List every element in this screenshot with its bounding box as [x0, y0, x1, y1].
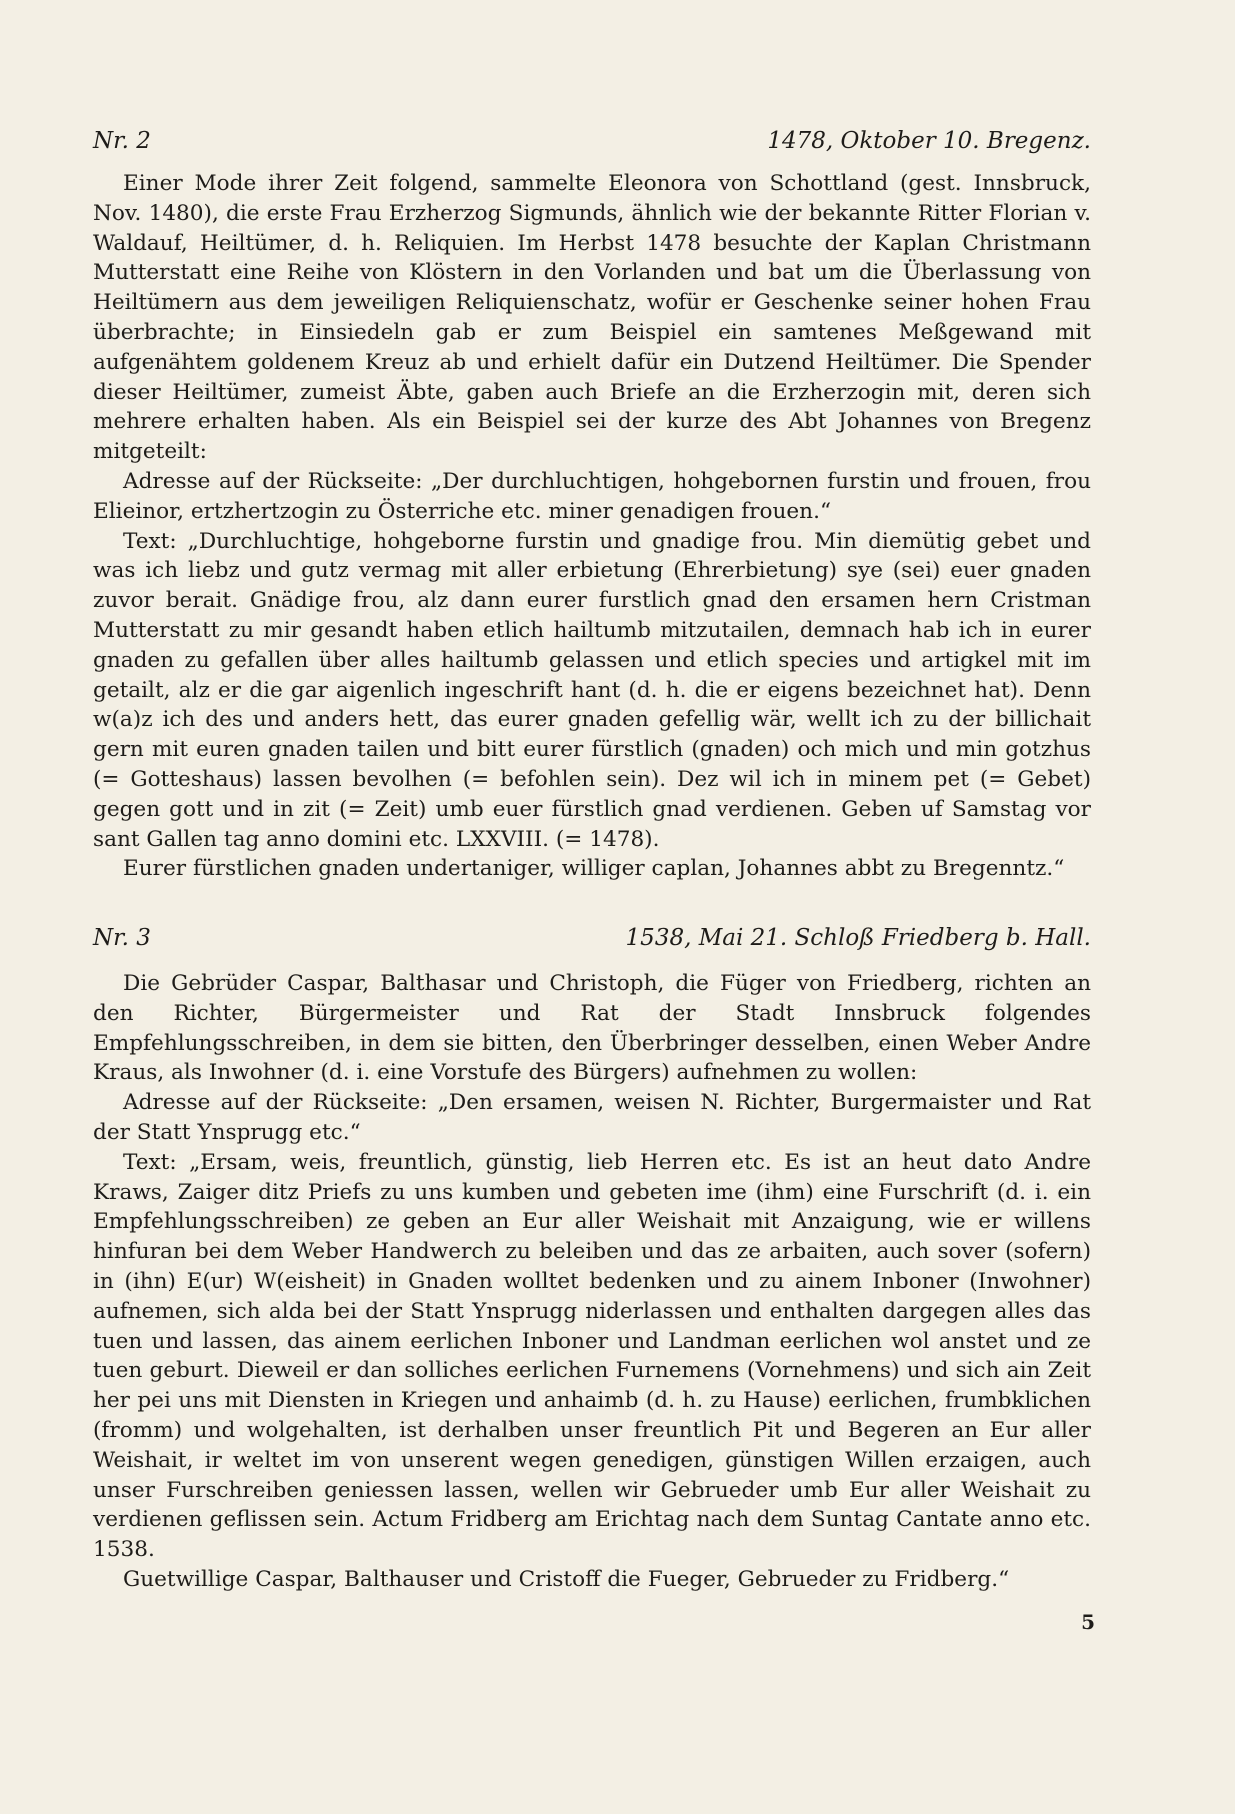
entry-header: [93, 925, 1091, 965]
entry-date-place: 1478, Oktober 10. Bregenz.: [767, 128, 1091, 154]
page-number: 5: [1081, 1610, 1095, 1634]
entry-body: [93, 969, 1091, 1595]
paragraph-text: Text: „Durchluchtige, hohgeborne furstin und gnadige frou. Min diemütig gebet und was ich liebz und gutz vermag mit aller erbietung (Ehrerbietung) sye (sei) euer gnaden zuvor berait. Gnädige frou, alz dann eurer furstlich gnad den ersamen hern Cristman Mutterstatt zu mir gesandt haben etlich hailtumb mitzutailen, demnach hab ich in eurer gnaden zu gefallen über alles hailtumb gelassen und etlich species und artigkel mit im getailt, alz er die gar aigenlich ingeschrift hant (d. h. die er eigens bezeichnet hat). Denn w(a)z ich des und anders hett, das eurer gnaden gefellig wär, wellt ich zu der billichait gern mit euren gnaden tailen und bitt eurer fürstlich (gnaden) och mich und min gotzhus (= Gotteshaus) lassen bevolhen (= befohlen sein). Dez wil ich in minem pet (= Gebet) gegen gott und in zit (= Zeit) umb euer fürstlich gnad verdienen. Geben uf Samstag vor sant Gallen tag anno domini etc. LXXVIII. (= 1478).: [93, 528, 1091, 852]
paragraph-address: Adresse auf der Rückseite: „Der durchluchtigen, hohgebornen furstin und frouen, frou Elieinor, ertzhertzogin zu Österriche etc. miner genadigen frouen.“: [93, 468, 1091, 524]
paragraph-signature: Eurer fürstlichen gnaden undertaniger, williger caplan, Johannes abbt zu Bregenntz.“: [123, 856, 1065, 882]
paragraph-text: Text: „Ersam, weis, freuntlich, günstig, lieb Herren etc. Es ist an heut dato Andre Kraws, Zaiger ditz Priefs zu uns kumben und gebeten ime (ihm) eine Furschrift (d. i. ein Empfehlungsschreiben) ze geben an Eur aller Weishait mit Anzaigung, wie er willens hinfuran bei dem Weber Handwerch zu beleiben und das ze arbaiten, auch sover (sofern) in (ihn) E(ur) W(eisheit) in Gnaden wolltet bedenken und zu ainem Inboner (Inwohner) aufnemen, sich alda bei der Statt Ynsprugg niderlassen und enthalten dargegen alles das tuen und lassen, das ainem eerlichen Inboner und Landman eerlichen wol anstet und ze tuen geburt. Dieweil er dan solliches eerlichen Furnemens (Vornehmens) und sich ain Zeit her pei uns mit Diensten in Kriegen und anhaimb (d. h. zu Hause) eerlichen, frumbklichen (fromm) und wolgehalten, ist derhalben unser freuntlich Pit und Begeren an Eur aller Weishait, ir weltet im von unserent wegen genedigen, günstigen Willen erzaigen, auch unser Furschreiben geniessen lassen, wellen wir Gebrueder umb Eur aller Weishait zu verdienen geflissen sein. Actum Fridberg am Erichtag nach dem Suntag Cantate anno etc. 1538.: [93, 1149, 1091, 1563]
paragraph-intro: Einer Mode ihrer Zeit folgend, sammelte Eleonora von Schottland (gest. Innsbruck, Nov. 1480), die erste Frau Erzherzog Sigmunds, ähnlich wie der bekannte Ritter Florian v. Waldauf, Heiltümer, d. h. Reliquien. Im Herbst 1478 besuchte der Kaplan Christmann Mutterstatt eine Reihe von Klöstern in den Vorlanden und bat um die Überlassung von Heiltümern aus dem jeweiligen Reliquienschatz, wofür er Geschenke seiner hohen Frau überbrachte; in Einsiedeln gab er zum Beispiel ein samtenes Meßgewand mit aufgenähtem goldenem Kreuz ab und erhielt dafür ein Dutzend Heiltümer. Die Spender dieser Heiltümer, zumeist Äbte, gaben auch Briefe an die Erzherzogin mit, deren sich mehrere erhalten haben. Als ein Beispiel sei der kurze des Abt Johannes von Bregenz mitgeteilt:: [93, 171, 1091, 465]
entry-date-place: 1538, Mai 21. Schloß Friedberg b. Hall.: [625, 925, 1091, 951]
entry-header: [93, 128, 1091, 168]
paragraph-intro: Die Gebrüder Caspar, Balthasar und Christoph, die Füger von Friedberg, richten an den Richter, Bürgermeister und Rat der Stadt Innsbruck folgendes Empfehlungsschreiben, in dem sie bitten, den Überbringer desselben, einen Weber Andre Kraus, als Inwohner (d. i. eine Vorstufe des Bürgers) aufnehmen zu wollen:: [93, 971, 1091, 1086]
paragraph-address: Adresse auf der Rückseite: „Den ersamen, weisen N. Richter, Burgermaister und Rat der Statt Ynsprugg etc.“: [93, 1090, 1091, 1145]
entry-body: [93, 169, 1091, 884]
entry-number: Nr. 3: [93, 925, 151, 951]
entry-number: Nr. 2: [93, 128, 151, 154]
paragraph-signature: Guetwillige Caspar, Balthauser und Cristoff die Fueger, Gebrueder zu Fridberg.“: [123, 1566, 1010, 1592]
